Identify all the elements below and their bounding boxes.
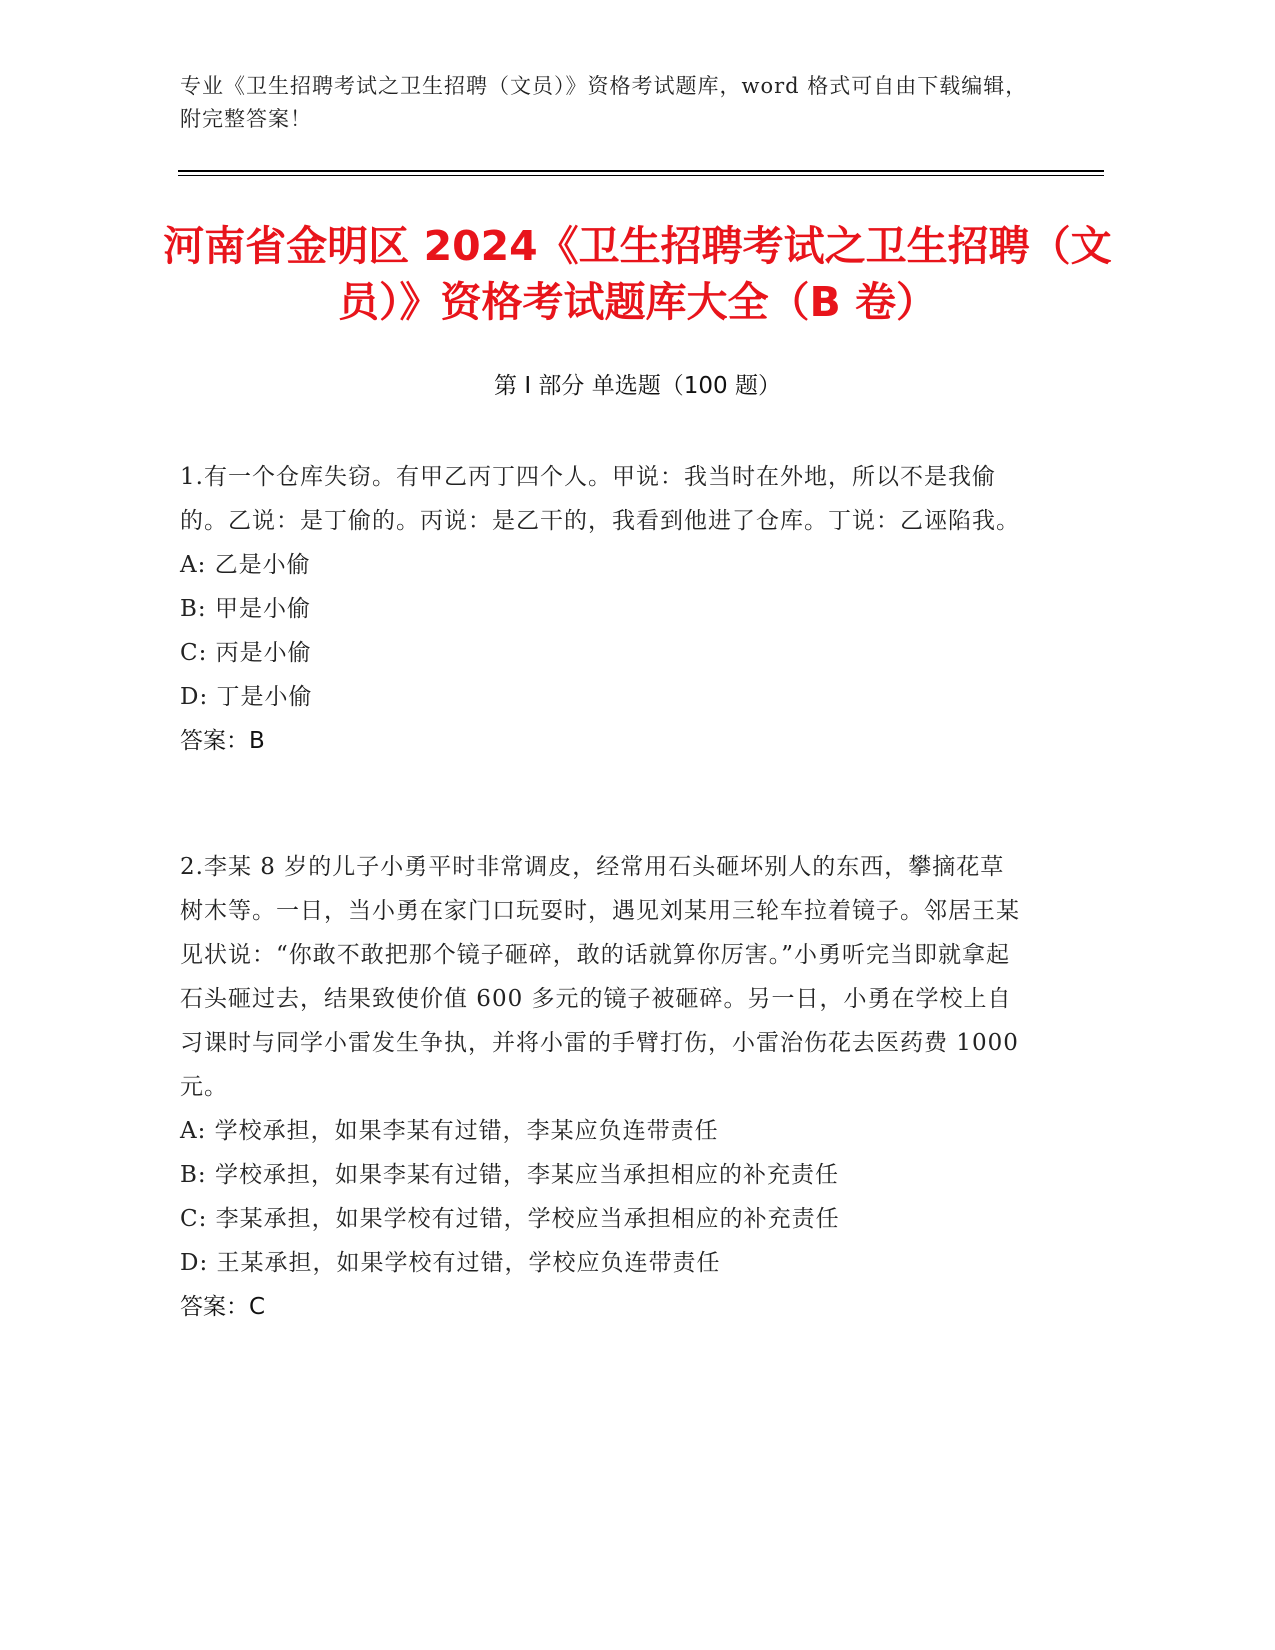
section-heading: 第 I 部分 单选题（100 题） [494, 373, 781, 399]
option-a: A: 乙是小偷 [180, 552, 311, 578]
option-d: D: 王某承担，如果学校有过错，学校应负连带责任 [180, 1250, 721, 1276]
document-title: 河南省金明区 2024《卫生招聘考试之卫生招聘（文员）》资格考试题库大全（B 卷） [163, 222, 1112, 326]
question-2 [180, 845, 1020, 1329]
option-d: D: 丁是小偷 [180, 684, 313, 710]
option-b: B: 学校承担，如果李某有过错，李某应当承担相应的补充责任 [180, 1162, 839, 1188]
option-a: A: 学校承担，如果李某有过错，李某应负连带责任 [180, 1118, 719, 1144]
option-c: C: 丙是小偷 [180, 640, 312, 666]
answer: 答案：B [180, 728, 265, 754]
option-c: C: 李某承担，如果学校有过错，学校应当承担相应的补充责任 [180, 1206, 840, 1232]
question-stem: 1.有一个仓库失窃。有甲乙丙丁四个人。甲说：我当时在外地，所以不是我偷的。乙说：是丁偷的。丙说：是乙干的，我看到他进了仓库。丁说：乙诬陷我。 [180, 464, 1020, 534]
question-stem: 2.李某 8 岁的儿子小勇平时非常调皮，经常用石头砸坏别人的东西，攀摘花草树木等。一日，当小勇在家门口玩耍时，遇见刘某用三轮车拉着镜子。邻居王某见状说：“你敢不敢把那个镜子砸碎，敢的话就算你厉害。”小勇听完当即就拿起石头砸过去，结果致使价值 600 多元的镜子被砸碎。另一日，小勇在学校上自习课时与同学小雷发生争执，并将小雷的手臂打伤，小雷治伤花去医药费 1000 元。 [180, 854, 1020, 1100]
header-divider-thick [178, 170, 1104, 172]
header-divider-thin [178, 175, 1104, 176]
answer: 答案：C [180, 1294, 266, 1320]
header-note: 专业《卫生招聘考试之卫生招聘（文员）》资格考试题库，word 格式可自由下载编辑，附完整答案！ [180, 74, 1028, 131]
option-b: B: 甲是小偷 [180, 596, 311, 622]
question-1 [180, 455, 1020, 763]
